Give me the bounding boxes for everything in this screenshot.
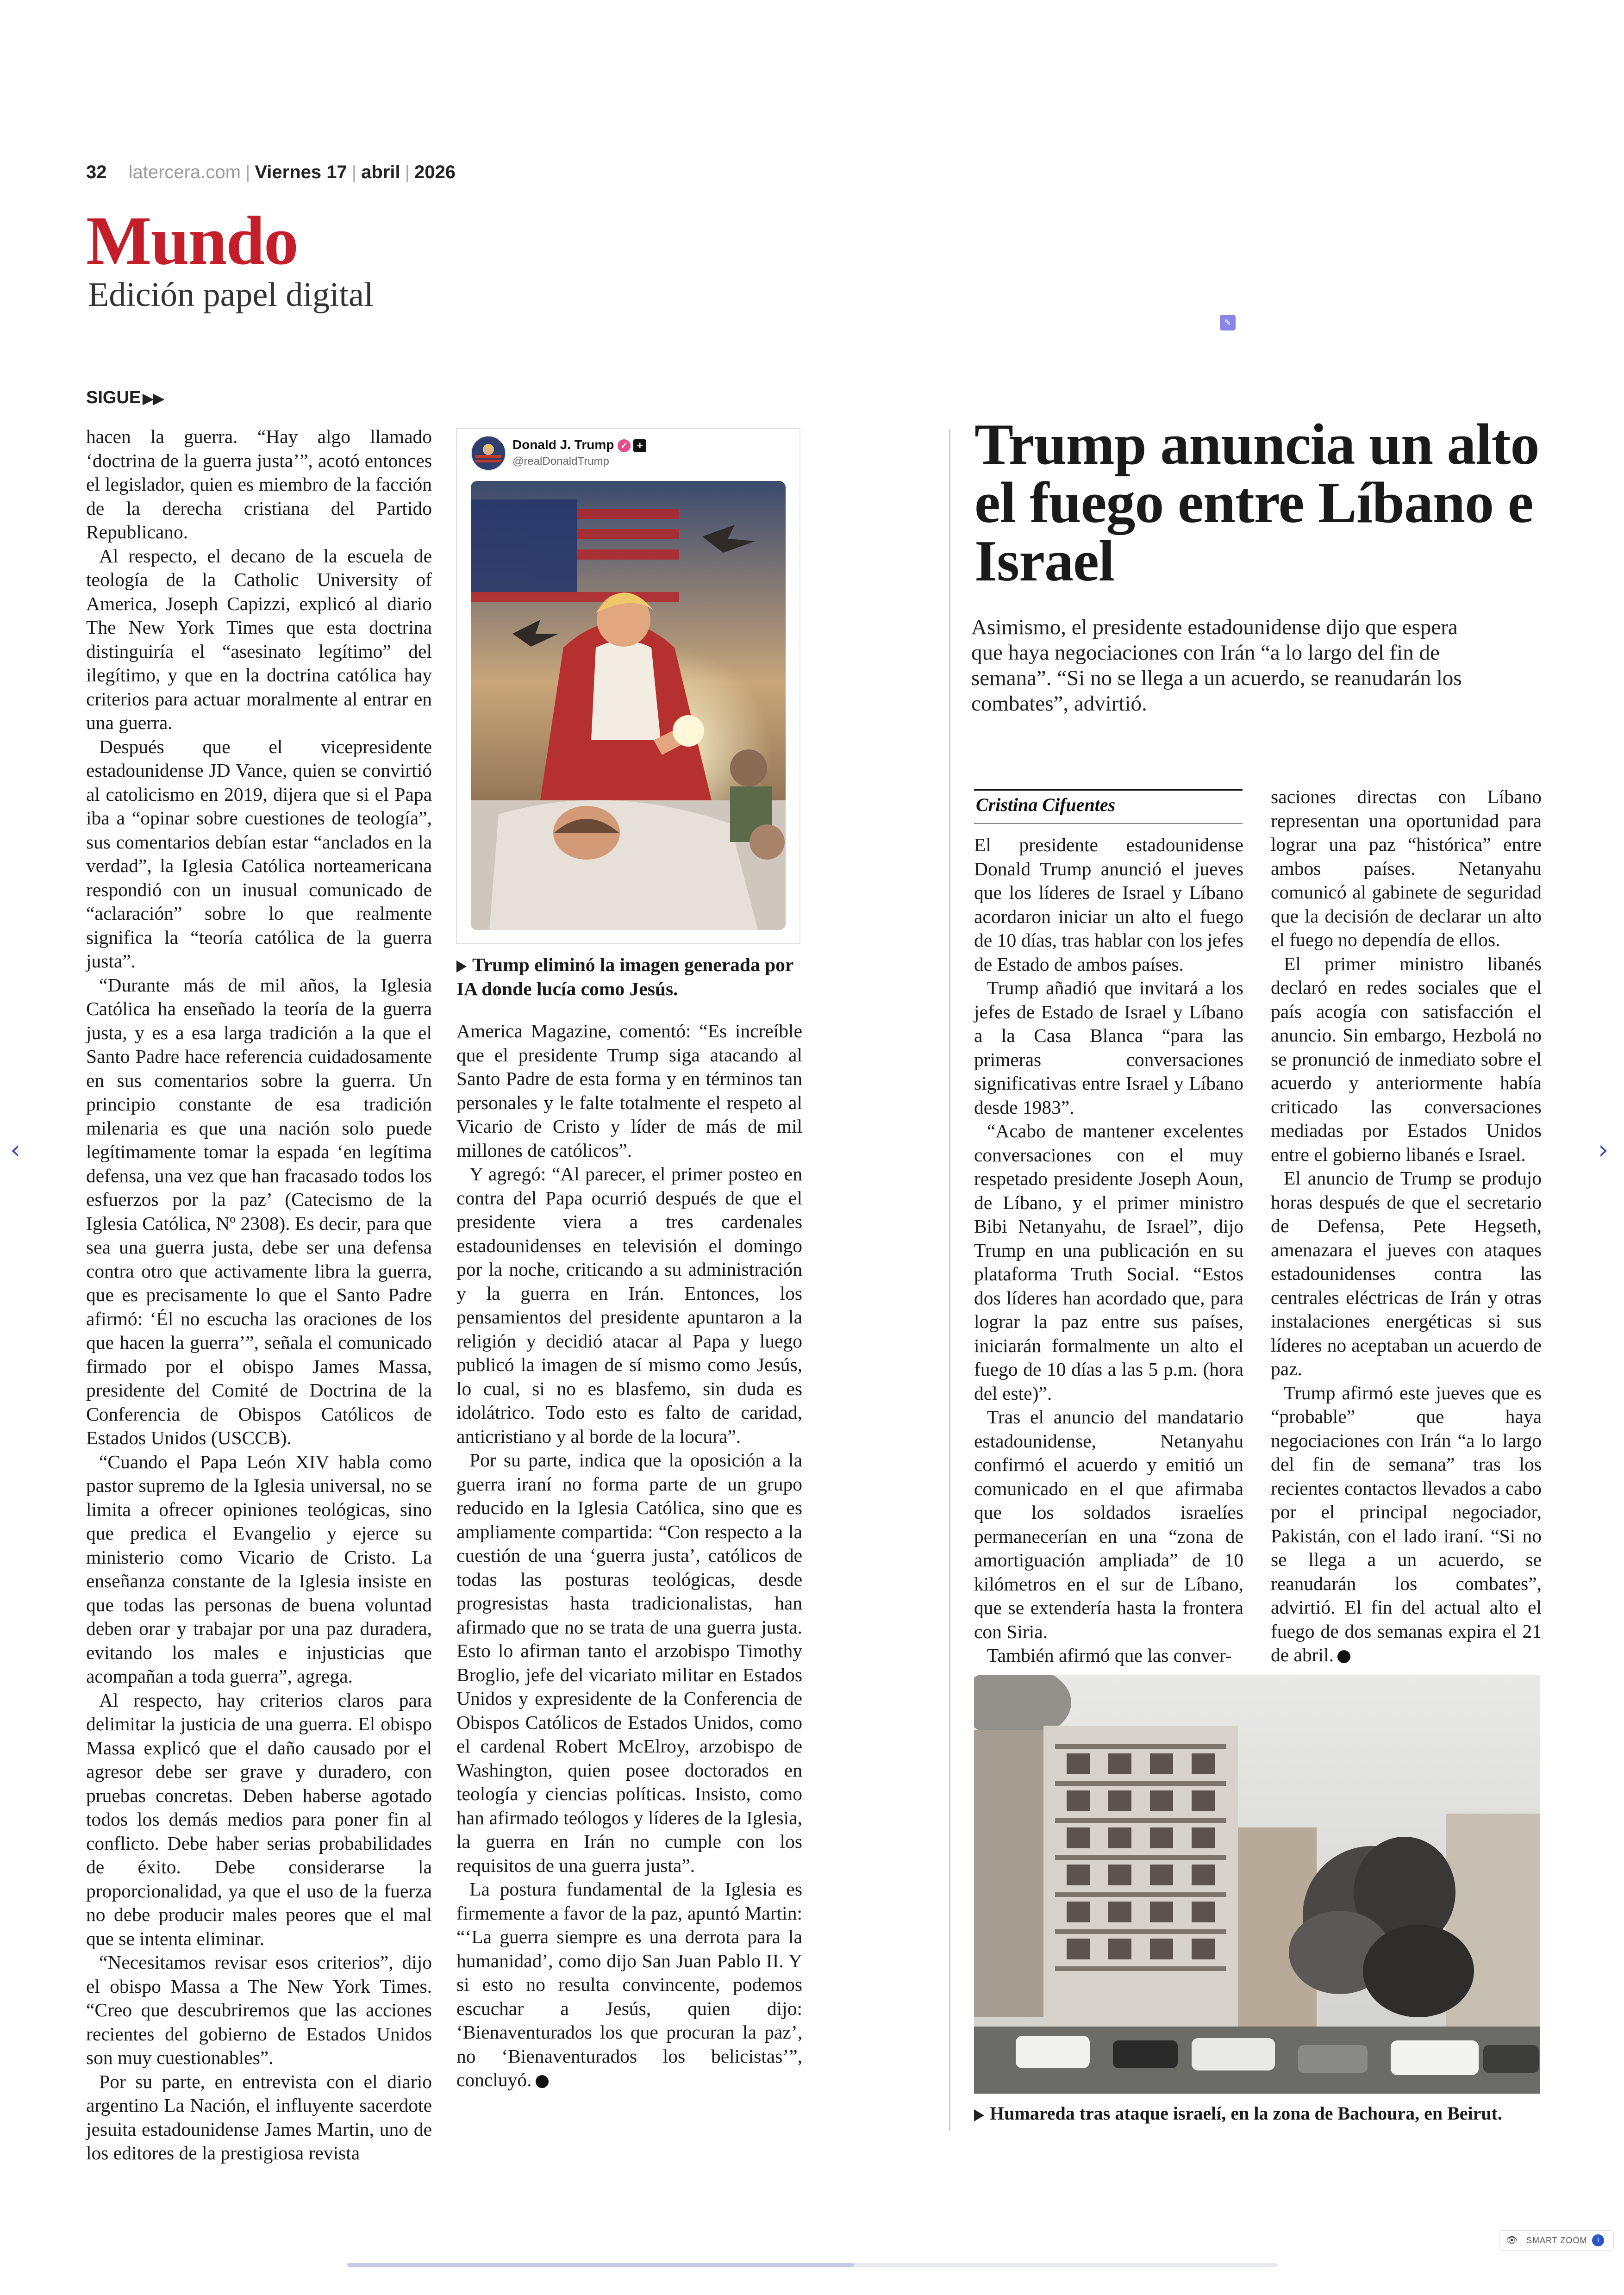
paragraph: hacen la guerra. “Hay algo llamado ‘doctrina de la guerra justa’”, acotó entonces el legislador, quien es miembro de la facción de la derecha cristiana del Partido Republicano. (86, 426, 432, 543)
headline: Trump anuncia un alto el fuego entre Líbano e Israel (974, 412, 1539, 593)
date-month: abril (361, 162, 400, 182)
date-year: 2026 (414, 162, 456, 182)
article-column-3 (974, 833, 1243, 1668)
paragraph: El primer ministro libanés declaró en redes sociales que el país acogía con satisfacción el anuncio. Sin embargo, Hezbolá no se pronunció de inmediato sobre el acuerdo y anteriormente había criticado las conversaciones mediadas por Estados Unidos entre el gobierno libanés e Israel. (1271, 953, 1542, 1165)
caption-arrow-icon (456, 960, 467, 973)
paragraph: “Cuando el Papa León XIV habla como pastor supremo de la Iglesia universal, no se limita a ofrecer opiniones teológicas, sino que predica el Evangelio y ejerce su ministerio como Vicario de Cristo. La enseñanza constante de la Iglesia insiste en que todas las personas de buena voluntad deben orar y trabajar por una paz duradera, evitando los males e injusticias que acompañan a toda guerra”, agrega. (86, 1451, 432, 1687)
smart-zoom-button[interactable] (1499, 2230, 1614, 2251)
annotation-marker-icon[interactable]: ✎ (1220, 315, 1236, 331)
paragraph: Por su parte, indica que la oposición a la guerra iraní no forma parte de un grupo reducido en la Iglesia Católica, sino que es ampliamente compartida: “Con respecto a la cuestión de una ‘guerra justa’, católicos de todas las posturas teológicas, desde progresistas hasta tradicionalistas, han afirmado que no se trata de una guerra justa. Esto lo afirman tanto el arzobispo Timothy Broglio, jefe del vicariato militar en Estados Unidos y expresidente de la Conferencia de Obispos Católicos de Estados Unidos, como el cardenal Robert McElroy, arzobispo de Washington, quien posee doctorados en teología y ciencias políticas. Insisto, como han afirmado teólogos y líderes de la Iglesia, la guerra en Irán no cumple con los requisitos de una guerra justa”. (456, 1449, 802, 1876)
article-column-4 (1271, 785, 1542, 1667)
avatar (471, 436, 506, 471)
paragraph: “Necesitamos revisar esos criterios”, dijo el obispo Massa a The New York Times. “Creo que descubriremos que las acciones recientes del gobierno de Estados Unidos son muy cuestionables”. (86, 1952, 432, 2068)
byline-divider (974, 789, 1243, 791)
section-subtitle: Edición papel digital (88, 276, 374, 314)
affiliation-badge-icon: + (633, 439, 646, 452)
page-header: 32 latercera.com | Viernes 17 | abril | 2026 (86, 162, 456, 182)
paragraph: Trump añadió que invitará a los jefes de Estado de Israel y Líbano a la Casa Blanca “para las primeras conversaciones significativas entre Israel y Líbano desde 1983”. (974, 977, 1243, 1118)
caption-arrow-icon (974, 2109, 984, 2121)
byline-divider (974, 823, 1243, 824)
end-mark-icon (536, 2075, 549, 2088)
eye-icon: 👁 (1506, 2235, 1518, 2245)
paragraph: “Durante más de mil años, la Iglesia Católica ha enseñado la teoría de la guerra justa, y es a esa larga tradición a la que el Santo Padre hace referencia cuidadosamente en sus comentarios sobre la guerra. Un principio constante de esa tradición milenaria es que una nación solo puede legítimamente tomar la espada ‘en legítima defensa, una vez que han fracasado todos los esfuerzos por la paz’ (Catecismo de la Iglesia Católica, Nº 2308). Es decir, para que sea una guerra justa, debe ser una defensa contra otro que activamente libra la guerra, que es precisamente lo que el Santo Padre afirmó: ‘Él no escucha las oraciones de los que hacen la guerra’”, señala el comunicado firmado por el obispo James Massa, presidente del Comité de Doctrina de la Conferencia de Obispos Católicos de Estados Unidos (USCCB). (86, 974, 432, 1448)
paragraph: America Magazine, comentó: “Es increíble que el presidente Trump siga atacando al Santo Padre de esta forma y en términos tan personales y le falte totalmente el respeto al Vicario de Cristo y líder de más de mil millones de católicos”. (456, 1020, 802, 1161)
column-divider (949, 430, 950, 2131)
tweet-author-handle: @realDonaldTrump (512, 455, 609, 468)
tweet-image (471, 481, 786, 930)
paragraph: Trump afirmó este jueves que es “probable” que haya negociaciones con Irán “a lo largo del fin de semana” tras los recientes contactos llevados a cabo por el principal negociador, Pakistán, con el lado iraní. “Si no se llega a un acuerdo, se reanudarán los combates”, advirtió. El fin del actual alto el fuego de dos semanas expira el 21 de abril. (1271, 1382, 1542, 1665)
paragraph: El presidente estadounidense Donald Trump anunció el jueves que los líderes de Israel y Líbano acordaron iniciar un alto el fuego de 10 días, tras hablar con los jefes de Estado de ambos países. (974, 834, 1243, 975)
page-progress-fill (347, 2263, 854, 2267)
news-photo (974, 1675, 1540, 2094)
tweet-caption: Trump eliminó la imagen generada por IA donde lucía como Jesús. (456, 954, 793, 999)
byline: Cristina Cifuentes (976, 794, 1116, 815)
date-weekday: Viernes 17 (255, 162, 347, 182)
tweet-embed (456, 428, 800, 944)
tweet-author-name: Donald J. Trump ✓ + (512, 437, 646, 452)
paragraph: Y agregó: “Al parecer, el primer posteo en contra del Papa ocurrió después de que el presidente viera a tres cardenales estadounidenses en televisión el domingo por la noche, criticando a su administración y la guerra en Irán. Entonces, los pensamientos del presidente apuntaron a la religión y decidió atacar al Papa y luego publicó la imagen de sí mismo como Jesús, lo cual, si no es blasfemo, sin duda es idolátrico. Todo esto es falto de caridad, anticristiano y al borde de la locura”. (456, 1163, 802, 1447)
paragraph: Después que el vicepresidente estadounidense JD Vance, quien se convirtió al catolicismo en 2019, dijera que si el Papa iba a “opinar sobre cuestiones de teología”, sus comentarios debían estar “anclados en la verdad”, la Iglesia Católica norteamericana respondió con un inusual comunicado de “aclaración” sobre lo que realmente significa la “teoría católica de la guerra justa”. (86, 736, 432, 972)
paragraph: Tras el anuncio del mandatario estadounidense, Netanyahu confirmó el acuerdo y emitió un comunicado en el que afirmaba que los soldados israelíes permanecerían en una “zona de amortiguación ampliada” de 10 kilómetros en el sur de Líbano, que se extendería hasta la frontera con Siria. (974, 1406, 1243, 1642)
paragraph: El anuncio de Trump se produjo horas después de que el secretario de Defensa, Pete Hegseth, amenazara el jueves con ataques estadounidenses contra las centrales eléctricas de Irán y otras instalaciones energéticas si sus líderes no aceptaban un acuerdo de paz. (1271, 1167, 1542, 1379)
article-column-2 (456, 1019, 802, 2092)
article-column-1 (86, 425, 432, 2165)
next-page-icon[interactable]: › (1598, 1135, 1609, 1165)
paragraph: Al respecto, hay criterios claros para delimitar la justicia de una guerra. El obispo Massa explicó que el daño causado por el agresor debe ser grave y duradero, con pruebas concretas. Deben haberse agotado todos los demás medios para poner fin al conflicto. Debe haber serias probabilidades de éxito. Debe considerarse la proporcionalidad, ya que el uso de la fuerza no debe producir males peores que el mal que se intenta eliminar. (86, 1689, 432, 1949)
paragraph: saciones directas con Líbano representan una oportunidad para lograr una paz “histórica” entre ambos países. Netanyahu comunicó al gabinete de seguridad que la decisión de declarar un alto el fuego no dependía de ellos. (1271, 786, 1542, 950)
section-title: Mundo (86, 202, 298, 279)
photo-caption: Humareda tras ataque israelí, en la zona de Bachoura, en Beirut. (974, 2102, 1543, 2124)
site-name: latercera.com (128, 162, 241, 182)
page-number: 32 (86, 162, 107, 182)
continued-label: SIGUE ▶▶ (86, 388, 164, 407)
paragraph: La postura fundamental de la Iglesia es firmemente a favor de la paz, apuntó Martin: “‘La guerra siempre es una derrota para la humanidad’, como dijo San Juan Pablo II. Y si esto no resulta convincente, podemos escuchar a Jesús, quien dijo: ‘Bienaventurados los que procuran la paz’, no ‘Bienaventurados los belicistas’”, concluyó. (456, 1878, 802, 2090)
smart-zoom-label: SMART ZOOM (1526, 2236, 1587, 2245)
paragraph: Por su parte, en entrevista con el diario argentino La Nación, el influyente sacerdote jesuita estadounidense James Martin, uno de los editores de la prestigiosa revista (86, 2070, 432, 2164)
paragraph: También afirmó que las conver- (987, 1645, 1232, 1666)
info-icon[interactable]: i (1592, 2234, 1604, 2246)
paragraph: “Acabo de mantener excelentes conversaciones con el muy respetado presidente Joseph Aoun, de Líbano, y el primer ministro Bibi Netanyahu, de Israel”, dijo Trump en una publicación en su plataforma Truth Social. “Estos dos líderes han acordado que, para lograr la paz entre sus países, iniciarán formalmente un alto el fuego de 10 días a las 5 p.m. (hora del este)”. (974, 1120, 1243, 1404)
verified-badge-icon: ✓ (618, 439, 631, 452)
end-mark-icon (1337, 1650, 1350, 1663)
deck: Asimismo, el presidente estadounidense dijo que espera que haya negociaciones con Irán “a lo largo del fin de semana”. “Si no se llega a un acuerdo, se reanudarán los combates”, advirtió. (971, 615, 1462, 716)
previous-page-icon[interactable]: ‹ (10, 1135, 21, 1165)
paragraph: Al respecto, el decano de la escuela de teología de la Catholic University of America, Joseph Capizzi, explicó al diario The New York Times que esta doctrina distinguiría el “asesinato legítimo” del ilegítimo, y que en la doctrina católica hay criterios para actuar moralmente al entrar en una guerra. (86, 545, 432, 733)
